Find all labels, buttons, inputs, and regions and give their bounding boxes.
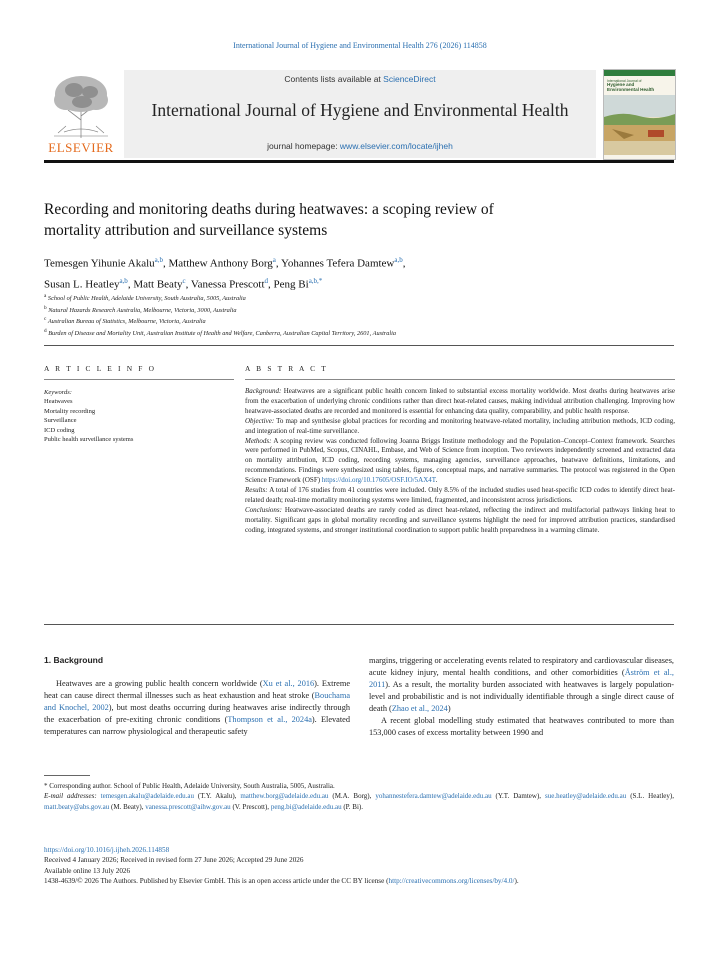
footnotes <box>44 781 674 812</box>
author[interactable]: Matt Beaty <box>133 278 183 291</box>
article-title: Recording and monitoring deaths during heatwaves: a scoping review of mortality attribution and surveillance systems <box>44 201 494 239</box>
section-heading-background: 1. Background <box>44 655 104 665</box>
received-dates: Received 4 January 2026; Received in revised form 27 June 2026; Accepted 29 June 2026 <box>44 856 304 865</box>
email-link[interactable]: matt.beaty@abs.gov.au <box>44 802 110 811</box>
corresponding-author-note: * Corresponding author. School of Public Health, Adelaide University, South Australia, 5005, Australia. <box>44 782 335 790</box>
email-link[interactable]: vanessa.prescott@aihw.gov.au <box>145 802 231 811</box>
abstract-bottom-rule <box>44 624 674 625</box>
keyword: Public health surveillance systems <box>44 436 134 444</box>
journal-homepage-link[interactable]: www.elsevier.com/locate/ijheh <box>339 141 453 151</box>
affiliation: $^a$ School of Public Health, Adelaide University, South Australia, 5005, Australia <box>44 293 246 303</box>
affiliations <box>44 292 664 338</box>
affiliation: $^d$ Burden of Disease and Mortality Unit, Australian Institute of Health and Welfare, Canberra, Australian Capital Territory, 2601, Australia <box>44 327 397 337</box>
body-column-left <box>44 678 350 738</box>
author[interactable]: Susan L. Heatley <box>44 278 120 291</box>
abstract-background: Background: Heatwaves are a significant public health concern linked to substantial excess mortality worldwide. Most deaths during heatwaves arise from the exacerbation of underlying chronic conditions rather than direct heat-related causes, making individual attribution challenging. Improving how heatwave-associated deaths are recorded and monitored is essential for enhancing data quality, comparability, and public health response. <box>245 387 675 415</box>
citation-link[interactable]: Zhao et al., 2024 <box>391 703 448 713</box>
available-online: Available online 13 July 2026 <box>44 866 131 875</box>
running-header: International Journal of Hygiene and Environmental Health 276 (2026) 114858 <box>233 41 487 50</box>
abstract-objective: Objective: To map and synthesise global practices for recording and monitoring heatwave-related mortality, including attribution methods, ICD coding, and integration of real-time surveillance. <box>245 416 675 435</box>
email-link[interactable]: temesgen.akalu@adelaide.edu.au <box>100 792 194 801</box>
email-link[interactable]: matthew.borg@adelaide.edu.au <box>240 792 329 801</box>
doi-link[interactable]: https://doi.org/10.1016/j.ijheh.2026.114858 <box>44 846 170 854</box>
body-paragraph: margins, triggering or accelerating events related to respiratory and cardiovascular diseases, acute kidney injury, mental health conditions, and other comorbidities (Åström et al., 2011). As a result, the mortality burden associated with heatwaves is largely population-level and probabilistic and is not individually identifiable through a single direct cause of death (Zhao et al., 2024) <box>369 656 674 713</box>
email-link[interactable]: peng.bi@adelaide.edu.au <box>270 802 342 811</box>
author[interactable]: Matthew Anthony Borg <box>168 257 273 270</box>
email-addresses: E-mail addresses: temesgen.akalu@adelaide.edu.au (T.Y. Akalu), matthew.borg@adelaide.edu.au (M.A. Borg), yohannestefera.damtew@adelaide.edu.au (Y.T. Damtew), sue.heatley@adelaide.edu.au (S.L. Heatley), matt.beaty@abs.gov.au (M. Beaty), vanessa.prescott@aihw.gov.au (V. Prescott), peng.bi@adelaide.edu.au (P. Bi). <box>44 792 674 811</box>
sciencedirect-link[interactable]: ScienceDirect <box>383 74 436 84</box>
cover-title-line3: Environmental Health <box>607 86 655 92</box>
article-info-heading: A R T I C L E I N F O <box>44 364 157 373</box>
keyword: Mortality recording <box>44 407 96 415</box>
keywords-label: Keywords: <box>44 389 72 396</box>
author[interactable]: Vanessa Prescott <box>190 278 265 291</box>
footnote-rule <box>44 775 90 776</box>
author-list: Temesgen Yihunie Akalu$^{a,b}$, Matthew Anthony Borg$^a$, Yohannes Tefera Damtew$^{a,b}$, Susan L. Heatley$^{a,b}$, Matt Beaty$^c$, Vanessa Prescott$^d$, Peng $Bi^{a,b,*}$ <box>44 256 406 291</box>
citation-link[interactable]: Xu et al., 2016 <box>262 679 315 688</box>
contents-line: Contents lists available at ScienceDirect <box>284 74 436 84</box>
abstract-conclusions: Conclusions: Heatwave-associated deaths are rarely coded as direct heat-related, reflecting the indirect and multifactorial pathways linking heat to mortality. Significant gaps in global mortality recording and surveillance systems highlight the need for improved attribution practices, standardised coding, integrated systems, and stronger institutional coordination to support public health preparedness in a warming climate. <box>245 505 675 534</box>
citation-link[interactable]: Åström et al., 2011 <box>369 667 674 689</box>
abstract-heading: A B S T R A C T <box>245 364 328 373</box>
email-link[interactable]: yohannestefera.damtew@adelaide.edu.au <box>375 792 492 801</box>
citation-link[interactable]: Thompson et al., 2024a <box>227 714 312 724</box>
elsevier-wordmark: ELSEVIER <box>48 140 114 155</box>
keyword: ICD coding <box>44 426 75 434</box>
affiliation: $^c$ Australian Bureau of Statistics, Melbourne, Victoria, Australia <box>44 316 206 326</box>
abstract-rule <box>245 379 675 380</box>
article-info-rule <box>44 379 234 380</box>
journal-title: International Journal of Hygiene and Environmental Health <box>151 100 569 120</box>
abstract-body <box>245 387 675 536</box>
body-paragraph: Heatwaves are a growing public health concern worldwide (Xu et al., 2016). Extreme heat can cause direct thermal illnesses such as heat exhaustion and heat stroke (Bouchama and Knochel, 2002), but most deaths occurring during heatwaves arise indirectly through the exacerbation of pre-exiting chronic conditions (Thompson et al., 2024a). Elevated temperatures can narrow physiological and therapeutic safety <box>44 679 351 736</box>
header-rule <box>44 160 674 163</box>
keywords-block <box>44 388 234 444</box>
affiliation: $^b$ Natural Hazards Research Australia, Melbourne, Victoria, 3000, Australia <box>44 304 237 314</box>
osf-protocol-link[interactable]: https://doi.org/10.17605/OSF.IO/5AX4T <box>321 476 436 485</box>
cover-title-line1: International Journal of <box>607 79 642 83</box>
author[interactable]: Peng Bi <box>273 278 309 291</box>
body-paragraph: A recent global modelling study estimated that heatwaves contributed to more than 153,000 cases of excess mortality between 1990 and <box>369 715 674 737</box>
abstract-methods: Methods: A scoping review was conducted following Joanna Briggs Institute methodology and the Population–Concept–Context framework. Searches were performed in PubMed, Scopus, CINAHL, Embase, and Web of Science from inception. Two reviewers independently screened and extracted data on mortality attribution, ICD coding, recording systems, managing agencies, surveillance approaches, heatwave definitions, limitations, and recommendations. Findings were synthesized using tables, figures, conceptual maps, and narrative summaries. The protocol was registered in the Open Science Framework (OSF) https://doi.org/10.17605/OSF.IO/5AX4T. <box>245 436 675 485</box>
keyword: Surveillance <box>44 417 77 425</box>
author[interactable]: Yohannes Tefera Damtew <box>281 257 395 270</box>
cover-title-line2: Hygiene and <box>607 82 635 88</box>
keyword: Heatwaves <box>44 398 73 406</box>
license-line: 1438-4639/© 2026 The Authors. Published by Elsevier GmbH. This is an open access article under the CC BY license (http://creativecommons.org/licenses/by/4.0/). <box>44 877 519 886</box>
author[interactable]: Temesgen Yihunie Akalu <box>44 257 155 270</box>
email-link[interactable]: sue.heatley@adelaide.edu.au <box>544 792 627 801</box>
license-link[interactable]: http://creativecommons.org/licenses/by/4.0/ <box>388 877 515 886</box>
section-divider <box>44 345 674 346</box>
article-metadata <box>44 845 684 887</box>
abstract-results: Results: A total of 176 studies from 41 countries were included. Only 8.5% of the included studies used heat-specific ICD codes to identify direct heat-related death; real-time mortality monitoring systems were limited, fragmented, and inconsistent across jurisdictions. <box>245 486 675 504</box>
journal-cover-image <box>603 69 676 160</box>
journal-homepage: journal homepage: www.elsevier.com/locate/ijheh <box>267 141 453 151</box>
body-column-right <box>369 655 674 739</box>
citation-link[interactable]: Bouchama and Knochel, 2002 <box>44 690 350 712</box>
